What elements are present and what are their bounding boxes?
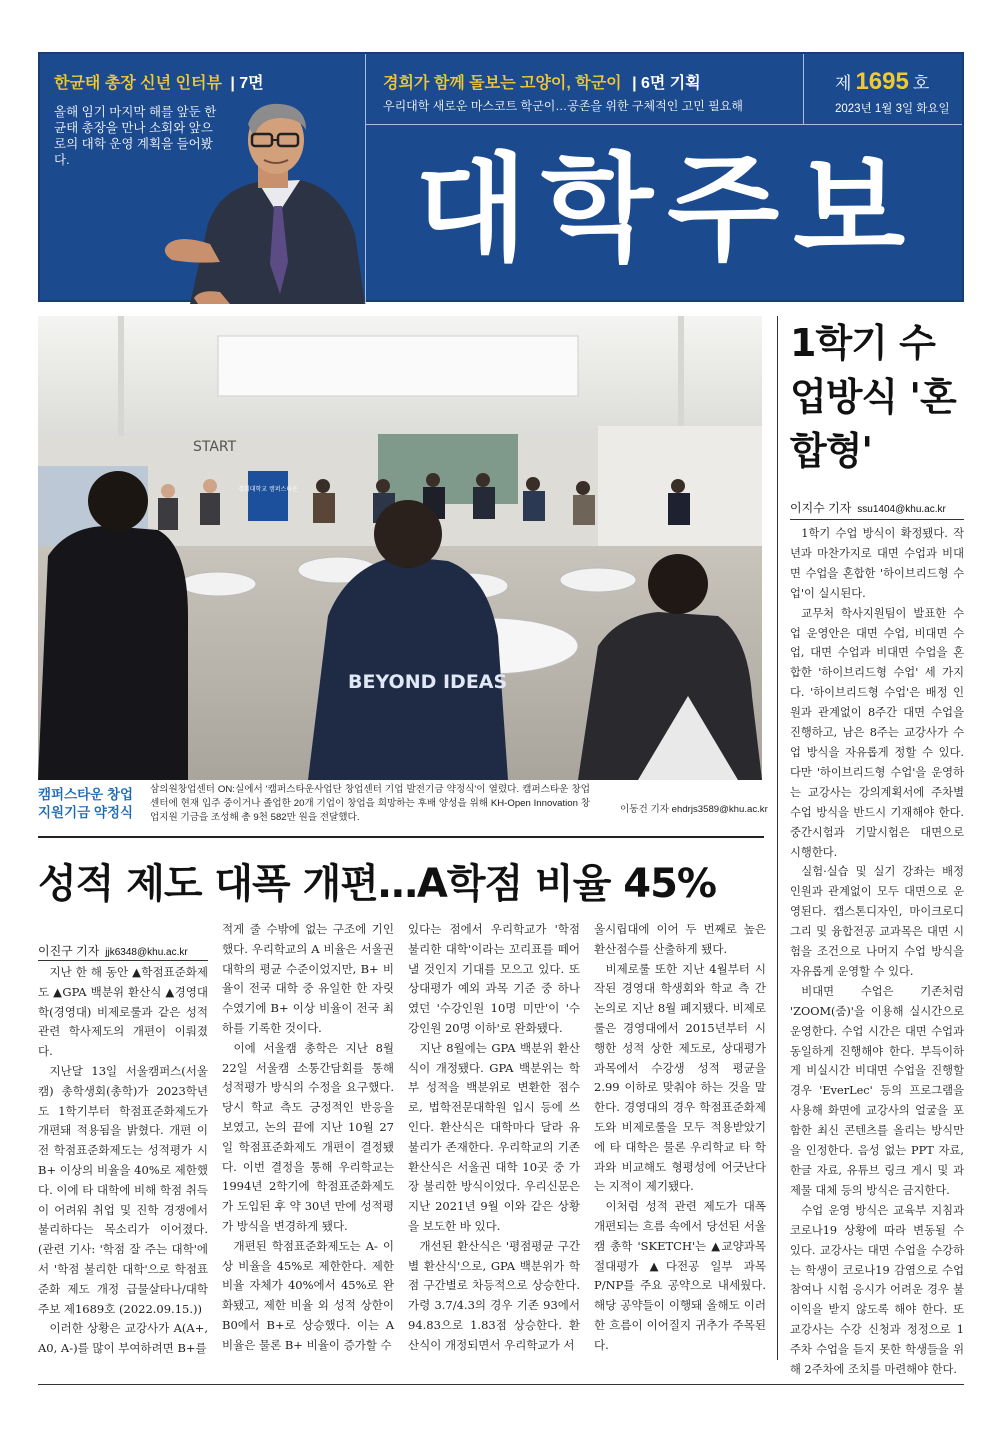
article-paragraph: 실험·실습 및 실기 강좌는 배정 인원과 관계없이 모두 대면으로 운영된다. 캡스톤디자인, 마이크로디그리 및 융합전공 교과목은 대면 시험을 조건으로 나머지 수업 방식을 자유롭게 운영할 수 있다.: [790, 865, 964, 978]
masthead-divider: [365, 124, 962, 125]
masthead: [38, 52, 964, 302]
byline-name: 이지수 기자: [790, 501, 852, 515]
side-article-title: 1학기 수업방식 '혼합형': [790, 321, 956, 473]
photo-caption-title: 캠퍼스타운 창업 지원기금 약정식: [38, 787, 134, 820]
side-article-byline: [790, 499, 946, 516]
article-paragraph: 1학기 수업 방식이 확정됐다. 작년과 마찬가지로 대면 수업과 비대면 수업을 혼합한 '하이브리드형 수업'이 실시된다.: [790, 527, 964, 600]
bottom-rule: [38, 1384, 964, 1385]
main-article-col-4: [594, 920, 766, 1356]
article-paragraph: 이에 서울캠 총학은 지난 8월 22일 서울캠 소통간담회를 통해 성적평가 방식의 수정을 요구했다. 당시 학교 측도 긍정적인 반응을 보였고, 논의 끝에 지난 10월 27일 학점표준화제도 개편이 결정됐다. 이번 결정을 통해 우리학교는 1994년 2학기에 학점표준화제도가 도입된 후 약 30년 만에 성적평가 방식을 변경하게 됐다.: [222, 1040, 394, 1233]
interview-teaser-text: 올해 임기 마지막 해를 앞둔 한균태 총장을 만나 소회와 앞으로의 대학 운영 계획을 들어봤다.: [54, 105, 217, 167]
article-paragraph: 개선된 환산식은 '평점평균 구간별 환산식'으로, GPA 백분위가 학점 구간별로 차등적으로 상승한다. 가령 3.7/4.3의 경우 기존 93에서 94.83으로 1.83점 상승한다. 환산식이 개정되면서 우리학교가 서: [408, 1238, 580, 1352]
article-paragraph: 지난 한 해 동안 ▲학점표준화제도 ▲GPA 백분위 환산식 ▲경영대학(경영대) 비제로룰과 같은 성적 관련 학사제도의 개편이 이뤄졌다.: [38, 965, 208, 1059]
article-paragraph: 이러한 상황은 교강사가 A(A+, A0, A-)를 많이 부여하려면 B+를: [38, 1321, 208, 1356]
feature-subtitle: 우리대학 새로운 마스코트 학군이…공존을 위한 구체적인 고민 필요해: [383, 99, 743, 113]
interview-page-ref: | 7면: [230, 75, 264, 92]
interview-headline-text: 한균태 총장 신년 인터뷰: [54, 75, 222, 92]
issue-number-value: 1695: [855, 68, 909, 95]
article-paragraph: 수업 운영 방식은 교육부 지침과 코로나19 상황에 따라 변동될 수 있다. 교강사는 대면 수업을 수강하는 학생이 코로나19 감염으로 수업 참여나 시험 응시가 어려운 경우 불이익을 받지 않도록 해야 한다. 또 교강사는 수강 신청과 정정으로 1주차 수업을 듣지 못한 학생들을 위해 2주차에 조치를 마련해야 한다.: [790, 1203, 964, 1377]
president-portrait: [150, 94, 365, 304]
byline-email[interactable]: jjk6348@khu.ac.kr: [105, 947, 188, 958]
main-article-col-3: [408, 920, 580, 1356]
feature-teaser-headline[interactable]: [383, 70, 701, 93]
byline-email[interactable]: ssu1404@khu.ac.kr: [857, 504, 946, 515]
section-rule: [38, 836, 764, 838]
front-page-photo: [38, 316, 762, 780]
article-paragraph: 비제로룰 또한 지난 4월부터 시작된 경영대 학생회와 학교 측 간 논의로 지난 8월 폐지됐다. 비제로룰은 경영대에서 2015년부터 시행한 성적 상한 제도로, 상대평가 과목에서 수강생 성적 평균을 2.99 이하로 맞춰야 하는 것을 말한다. 경영대의 경우 학점표준화제도와 비제로룰을 모두 적용받았기에 타 대학은 물론 우리학교 타 학과와 비교해도 형평성에 어긋난다는 지적이 제기됐다.: [594, 961, 766, 1194]
column-rule: [777, 316, 778, 1360]
article-paragraph: 이처럼 성적 관련 제도가 대폭 개편되는 흐름 속에서 당선된 서울캠 총학 'SKETCH'는 ▲교양과목 절대평가 ▲다전공 일부 과목 P/NP를 주요 공약으로 내세웠다. 해당 공약들이 이행돼 올해도 이러한 흐름이 이어질지 귀추가 주목된다.: [594, 1199, 766, 1352]
issue-prefix: 제: [835, 74, 852, 93]
byline-name: 이진구 기자: [38, 944, 100, 958]
issue-suffix: 호: [912, 74, 930, 93]
article-paragraph: 울시립대에 이어 두 번째로 높은 환산점수를 산출하게 됐다.: [594, 922, 766, 956]
photo-caption-text: 삼의원창업센터 ON:실에서 '캠퍼스타운사업단 창업센터 기업 발전기금 약정식'이 열렸다. 캠퍼스타운 창업센터에 현재 입주 중이거나 졸업한 20개 기업이 창업을 희망하는 후배 양성을 위해 KH-Open Innovation 창업지원 기금을 조성해 총 9천 582만 원을 전달했다.: [150, 784, 590, 823]
issue-date: 2023년 1월 3일 화요일: [835, 103, 950, 115]
start-sign: START: [193, 439, 237, 455]
article-paragraph: 적게 줄 수밖에 없는 구조에 기인했다. 우리학교의 A 비율은 서울권 대학의 평균 수준이었지만, B+ 비율이 전국 대학 중 유일한 한 자릿수였기에 B+ 이상 비율이 전국 최하를 기록한 것이다.: [222, 922, 394, 1035]
article-paragraph: 개편된 학점표준화제도는 A- 이상 비율을 45%로 제한한다. 제한 비율 자체가 40%에서 45%로 완화됐고, 제한 비율 외 성적 상한이 B0에서 B+로 상승했다. 이는 A 비율은 물론 B+ 비율이 증가할 수: [222, 1238, 394, 1352]
main-headline: 성적 제도 대폭 개편…A학점 비율 45%: [38, 861, 717, 907]
masthead-divider: [365, 54, 366, 304]
main-article-col-1: [38, 963, 208, 1359]
newspaper-logo: 대학주보: [415, 142, 920, 277]
article-paragraph: 교무처 학사지원팀이 발표한 수업 운영안은 대면 수업, 비대면 수업, 대면 수업과 비대면 수업을 혼합한 '하이브리드형 수업' 세 가지다. '하이브리드형 수업'은 배정 인원과 관계없이 8주간 대면 수업을 진행하고, 남은 8주는 교강사가 수업 방식을 자유롭게 정할 수 있다. 다만 '하이브리드형 수업'을 운영하는 교강사는 강의계획서에 주차별 수업 방식을 반드시 기재해야 한다. 중간시험과 기말시험은 대면으로 시행한다.: [790, 606, 964, 859]
article-paragraph: 비대면 수업은 기존처럼 'ZOOM(줌)'을 이용해 실시간으로 운영한다. 수업 시간은 대면 수업과 동일하게 진행해야 한다. 부득이하게 비실시간 비대면 수업을 진행할 경우 'EverLec' 등의 프로그램을 사용해 화면에 교강사의 얼굴을 포함한 최신 콘텐츠를 올리는 방식만을 인정한다. 음성 없는 PPT 자료, 한글 자료, 유튜브 링크 게시 및 과제물 대체 등의 방식은 금지한다.: [790, 984, 964, 1197]
issue-number: [835, 68, 929, 96]
masthead-divider: [803, 54, 804, 124]
side-article-body: [790, 524, 964, 1380]
photo-credit: 이동건 기자 ehdrjs3589@khu.ac.kr: [620, 804, 768, 815]
article-paragraph: 지난달 13일 서울캠퍼스(서울캠) 총학생회(총학)가 2023학년도 1학기부터 학점표준화제도가 개편돼 적용됨을 밝혔다. 개편 이전 학점표준화제도는 성적평가 시 B+ 이상의 비율을 40%로 제한했다. 이에 타 대학에 비해 학점 취득이 어려워 취업 및 진학 경쟁에서 불리하다는 목소리가 이어졌다. (관련 기사: '학점 잘 주는 대학'에서 '학점 불리한 대학'으로 학점표준화 제도 개정 급물살타나/대학주보 제1689호 (2022.09.15.)): [38, 1063, 209, 1316]
feature-headline-text: 경희가 함께 돌보는 고양이, 학군이: [383, 75, 622, 92]
main-article-col-2: [222, 920, 394, 1356]
interview-teaser-headline[interactable]: [54, 70, 264, 93]
jacket-print: BEYOND IDEAS: [348, 671, 508, 693]
article-paragraph: 있다는 점에서 우리학교가 '학점 불리한 대학'이라는 꼬리표를 떼어낼 것인지 기대를 모으고 있다. 또 상대평가 예외 과목 기준 중 하나였던 '수강인원 10명 미만'이 '수강인원 20명 이하'로 완화됐다.: [408, 922, 580, 1035]
main-article-byline: [38, 942, 188, 959]
article-paragraph: 지난 8월에는 GPA 백분위 환산식이 개정됐다. GPA 백분위는 학부 성적을 백분위로 변환한 점수로, 법학전문대학원 입시 등에 쓰인다. 환산식은 대학마다 달라 유불리가 존재한다. 우리학교의 기존 환산식은 서울권 대학 10곳 중 가장 불리한 방식이었다. 우리신문은 지난 2021년 9월 이와 같은 상황을 보도한 바 있다.: [408, 1040, 580, 1233]
feature-page-ref: | 6면 기획: [632, 75, 701, 92]
photo-banner: 경희대학교 캠퍼스타운: [238, 486, 298, 493]
byline-rule: [790, 519, 964, 520]
byline-rule: [38, 960, 208, 961]
